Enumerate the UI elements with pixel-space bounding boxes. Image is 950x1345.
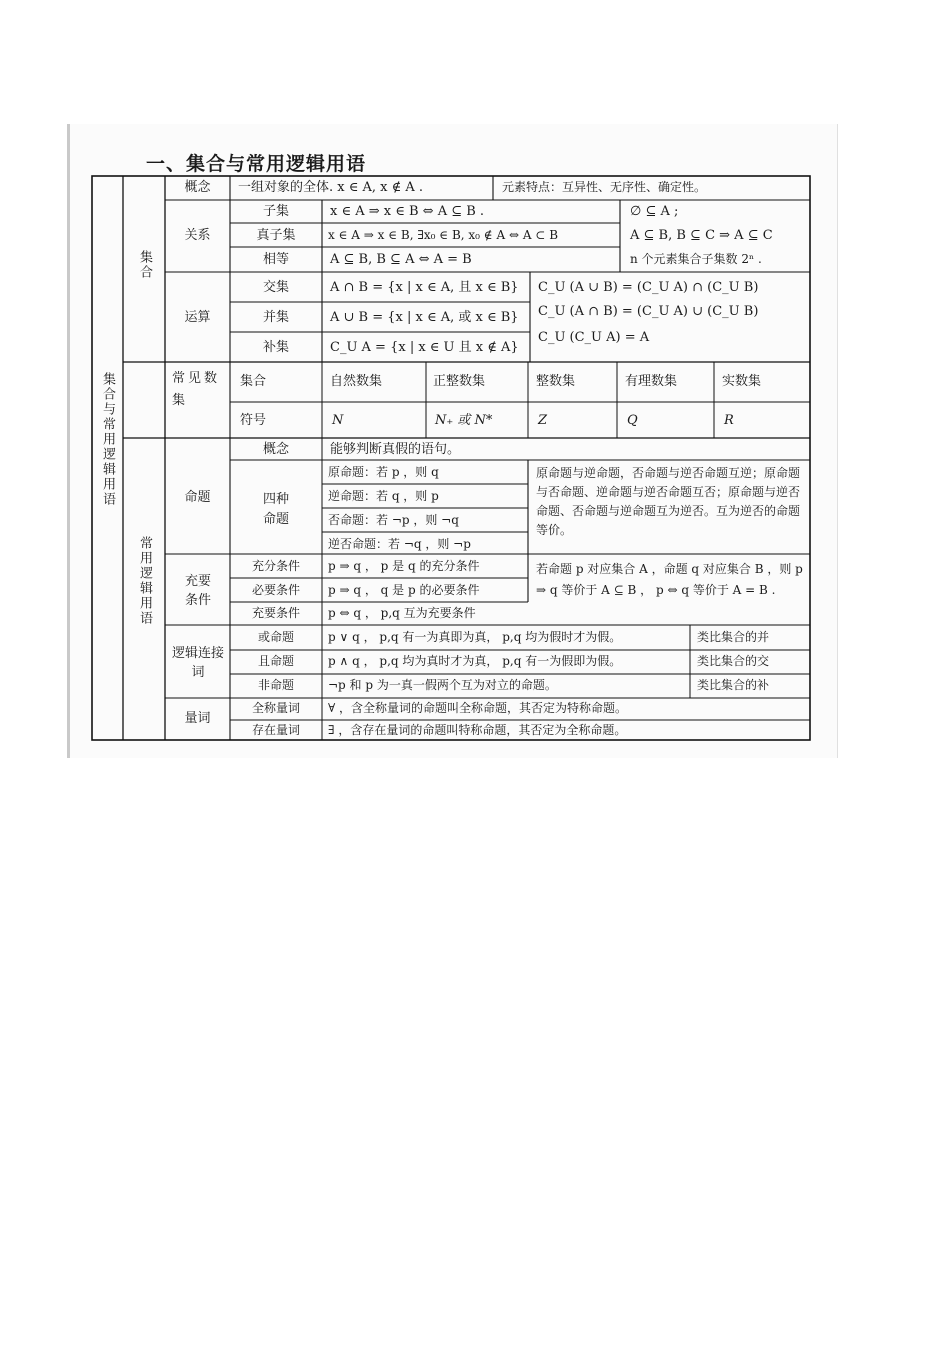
operation-name: 并集 bbox=[262, 310, 289, 325]
proposition-form: 逆命题：若 q ，则 p bbox=[328, 489, 439, 503]
connective-expr: p ∨ q ， p,q 有一为真即为真， p,q 均为假时才为假。 bbox=[328, 630, 622, 644]
proposition-concept-label: 概念 bbox=[262, 442, 289, 457]
operation-expr: A ∩ B = {x | x ∈ A, 且 x ∈ B} bbox=[330, 280, 519, 295]
common-sets-header: 实数集 bbox=[722, 374, 762, 389]
connective-name: 或命题 bbox=[257, 630, 294, 644]
proposition-concept: 能够判断真假的语句。 bbox=[330, 442, 461, 457]
complement-law: C_U (A ∩ B) = (C_U A) ∪ (C_U B) bbox=[538, 304, 759, 319]
conditions-set-note: 若命题 p 对应集合 A ，命题 q 对应集合 B ，则 p ⇒ q 等价于 A ⊆ B ， p ⇔ q 等价于 A = B . bbox=[536, 562, 803, 597]
connective-expr: p ∧ q ， p,q 均为真时才为真， p,q 有一为假即为假。 bbox=[328, 654, 622, 668]
proposition-form: 原命题：若 p ，则 q bbox=[328, 465, 439, 479]
connective-name: 且命题 bbox=[257, 654, 294, 668]
complement-law: C_U (C_U A) = A bbox=[538, 330, 650, 345]
condition-expr: p ⇒ q ， p 是 q 的充分条件 bbox=[328, 559, 480, 573]
sets-category-label: 集合 bbox=[137, 250, 152, 280]
common-sets-header: 整数集 bbox=[536, 374, 576, 389]
logic-category-label: 常用逻辑用语 bbox=[137, 536, 152, 626]
four-propositions-relation: 原命题与逆命题，否命题与逆否命题互逆；原命题与否命题、逆命题与逆否命题互否；原命题与逆否命题、否命题与逆命题互为逆否。互为逆否的命题等价。 bbox=[536, 466, 801, 537]
concept-label: 概念 bbox=[184, 180, 211, 195]
operation-name: 补集 bbox=[262, 340, 289, 355]
relation-note: A ⊆ B, B ⊆ C ⇒ A ⊆ C bbox=[630, 228, 773, 243]
connectives-label: 逻辑连接词 bbox=[172, 646, 225, 680]
operation-expr: A ∪ B = {x | x ∈ A, 或 x ∈ B} bbox=[330, 310, 519, 325]
common-sets-header: 集合 bbox=[240, 374, 267, 389]
connective-analog: 类比集合的并 bbox=[697, 630, 770, 644]
common-sets-header: 自然数集 bbox=[330, 374, 383, 389]
common-sets-symbol: R bbox=[724, 413, 734, 428]
quantifiers-label: 量词 bbox=[184, 711, 211, 726]
element-features: 元素特点：互异性、无序性、确定性。 bbox=[502, 180, 707, 194]
relation-note: n 个元素集合子集数 2ⁿ . bbox=[630, 252, 762, 266]
quantifier-expr: ∀ ，含全称量词的命题叫全称命题，其否定为特称命题。 bbox=[328, 701, 628, 715]
condition-name: 充要条件 bbox=[251, 606, 300, 620]
proposition-label: 命题 bbox=[184, 490, 211, 505]
page-title: 一、集合与常用逻辑用语 bbox=[146, 153, 367, 175]
condition-name: 充分条件 bbox=[251, 559, 300, 573]
common-sets-symbol: 符号 bbox=[240, 413, 267, 428]
relation-name: 子集 bbox=[262, 204, 289, 219]
common-sets-symbol: Z bbox=[538, 413, 548, 428]
connective-analog: 类比集合的补 bbox=[697, 678, 770, 692]
condition-expr: p ⇒ q ， q 是 p 的必要条件 bbox=[328, 583, 480, 597]
relation-expr: x ∈ A ⇒ x ∈ B ⇔ A ⊆ B . bbox=[330, 204, 485, 219]
relation-expr: x ∈ A ⇒ x ∈ B, ∃x₀ ∈ B, x₀ ∉ A ⇔ A ⊂ B bbox=[328, 228, 559, 242]
four-propositions-label: 四种命题 bbox=[262, 492, 289, 527]
connective-expr: ¬p 和 p 为一真一假两个互为对立的命题。 bbox=[328, 678, 557, 692]
concept-definition: 一组对象的全体. x ∈ A, x ∉ A . bbox=[238, 180, 424, 195]
relation-note: ∅ ⊆ A ; bbox=[630, 204, 679, 219]
common-sets-symbol: N₊ 或 N* bbox=[435, 413, 493, 428]
relation-name: 真子集 bbox=[256, 228, 296, 243]
proposition-form: 否命题：若 ¬p ，则 ¬q bbox=[328, 513, 459, 527]
conditions-label: 充要条件 bbox=[184, 574, 211, 608]
common-sets-label: 常见数集 bbox=[172, 371, 221, 408]
relation-name: 相等 bbox=[262, 252, 289, 267]
common-sets-header: 正整数集 bbox=[433, 374, 486, 389]
condition-expr: p ⇔ q ， p,q 互为充要条件 bbox=[328, 606, 476, 620]
relation-expr: A ⊆ B, B ⊆ A ⇔ A = B bbox=[330, 252, 472, 267]
quantifier-name: 全称量词 bbox=[251, 701, 300, 715]
common-sets-symbol: N bbox=[332, 413, 344, 428]
condition-name: 必要条件 bbox=[251, 583, 300, 597]
common-sets-header: 有理数集 bbox=[625, 374, 678, 389]
quantifier-name: 存在量词 bbox=[251, 723, 300, 737]
main-category-label: 集合与常用逻辑用语 bbox=[100, 372, 115, 507]
connective-analog: 类比集合的交 bbox=[697, 654, 770, 668]
relation-label: 关系 bbox=[184, 228, 211, 243]
operation-expr: C_U A = {x | x ∈ U 且 x ∉ A} bbox=[330, 340, 519, 355]
quantifier-expr: ∃ ，含存在量词的命题叫特称命题，其否定为全称命题。 bbox=[328, 723, 627, 737]
complement-law: C_U (A ∪ B) = (C_U A) ∩ (C_U B) bbox=[538, 280, 759, 295]
proposition-form: 逆否命题：若 ¬q ，则 ¬p bbox=[328, 537, 471, 551]
common-sets-symbol: Q bbox=[627, 413, 638, 428]
operation-label: 运算 bbox=[184, 310, 211, 325]
connective-name: 非命题 bbox=[257, 678, 294, 692]
operation-name: 交集 bbox=[262, 280, 289, 295]
